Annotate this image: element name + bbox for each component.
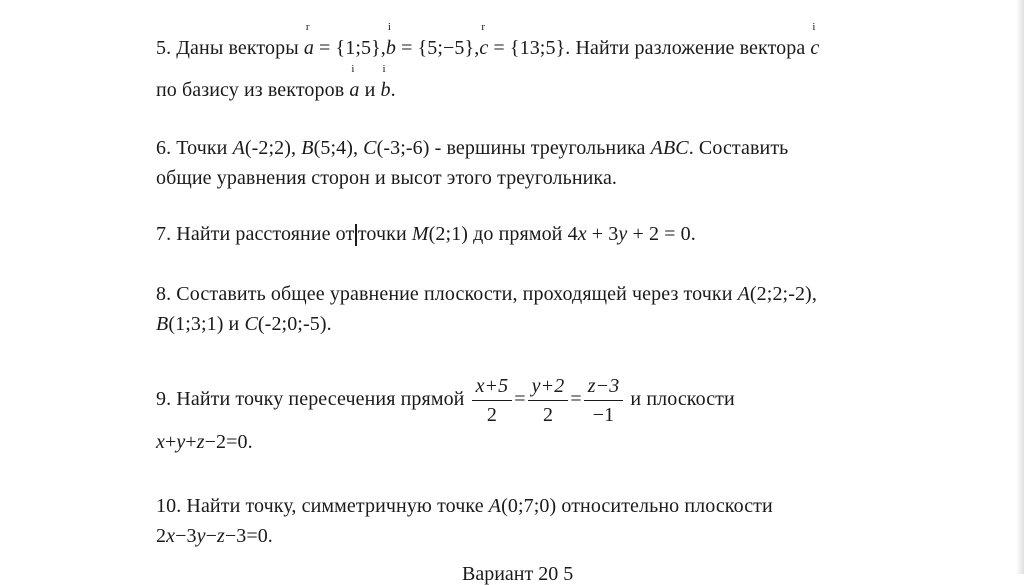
problem-5-line-2: по базису из векторов i a и i b. [156,63,396,101]
fraction-y: $\frac{y+2}{2}$ [528,374,569,427]
cut-off-heading: Вариант 20 5 [462,563,574,585]
problem-7-line: 7. Найти расстояние от точки M(2;1) до прямой 4x + 3y + 2 = 0. [156,223,696,245]
problem-5-line-1: 5. Даны векторы r a = {1;5}, i b = {5;−5}, r c = {13;5}. Найти разложение вектора i c [156,21,820,59]
fraction-x: $\frac{x+5}{2}$ [472,374,513,427]
problem-10-line-1: 10. Найти точку, симметричную точке A(0;7;0) относительно плоскости [156,495,773,517]
problem-10-line-2: 2x−3y−z−3=0. [156,525,273,547]
fraction-z: $\frac{z-3}{-1}$ [584,374,624,427]
problem-6-line-1: 6. Точки A(-2;2), B(5;4), C(-3;-6) - вершины треугольника ABC. Составить [156,137,789,159]
vector-a-basis: i a [349,63,360,101]
page-edge-shadow [1016,0,1024,574]
problem-8-line-1: 8. Составить общее уравнение плоскости, проходящей через точки A(2;2;-2), [156,283,817,305]
vector-a: r a [303,21,314,59]
vector-c-ref: i c [810,21,820,59]
vector-c: r c [479,21,489,59]
problem-6-line-2: общие уравнения сторон и высот этого треугольника. [156,167,618,189]
problem-9-line-2: x+y+z−2=0. [156,431,253,453]
text-cursor [355,224,357,246]
problem-8-line-2: B(1;3;1) и C(-2;0;-5). [156,313,332,335]
vector-b: i b [385,21,397,59]
problem-9-line-1: 9. Найти точку пересечения прямой $\frac{x+5}{2}$ = $\frac{y+2}{2}$ = $\frac{z-3}{-1}$ и плоскости [156,374,735,426]
vector-b-basis: i b [380,63,391,101]
